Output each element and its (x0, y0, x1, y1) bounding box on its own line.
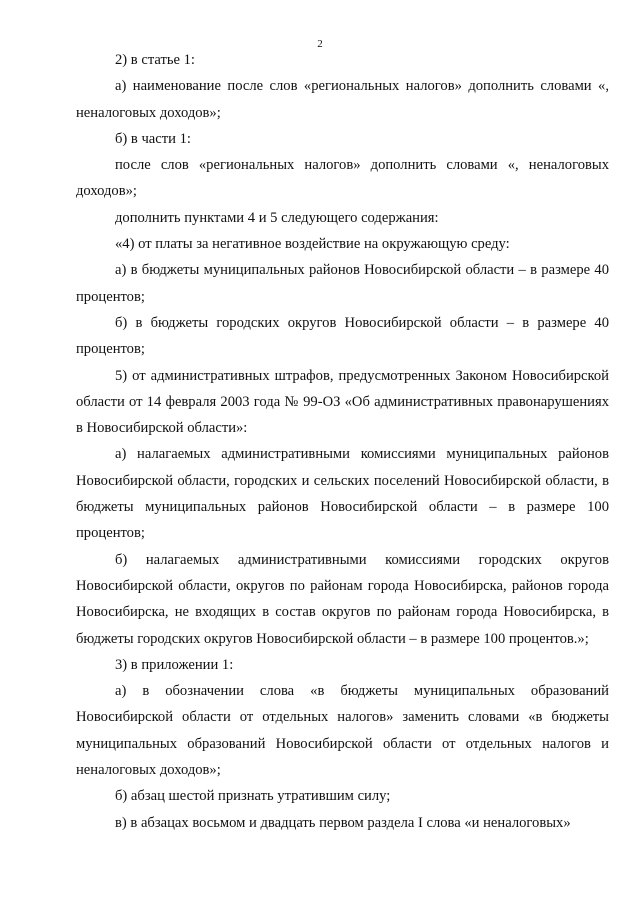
page-number: 2 (317, 38, 323, 50)
paragraph: «4) от платы за негативное воздействие на окружающую среду: (115, 236, 510, 253)
paragraph: а) в обозначении слова «в бюджеты муниципальных образований Новосибирской области от отдельных налогов» заменить словами «в бюджеты муниципальных образований Новосибирской области от отдельных налогов и неналоговых доходов»; (76, 683, 609, 779)
paragraph: б) налагаемых административными комиссиями городских округов Новосибирской области, округов по районам города Новосибирска, районов города Новосибирска, не входящих в состав округов по районам города Новосибирска, в бюджеты городских округов Новосибирской области – в размере 100 процентов.»; (76, 551, 609, 647)
paragraph: а) в бюджеты муниципальных районов Новосибирской области – в размере 40 процентов; (76, 262, 609, 305)
paragraph: а) наименование после слов «региональных налогов» дополнить словами «, неналоговых доходов»; (76, 78, 609, 121)
paragraph: б) в части 1: (115, 130, 191, 147)
paragraph: 2) в статье 1: (115, 52, 195, 68)
paragraph: б) абзац шестой признать утратившим силу; (115, 788, 391, 805)
document-body (76, 47, 609, 836)
paragraph: 5) от административных штрафов, предусмотренных Законом Новосибирской области от 14 февраля 2003 года № 99-ОЗ «Об административных правонарушениях в Новосибирской области»: (76, 367, 609, 437)
paragraph: а) налагаемых административными комиссиями муниципальных районов Новосибирской области, городских и сельских поселений Новосибирской области, в бюджеты муниципальных районов Новосибирской области – в размере 100 процентов; (76, 446, 609, 542)
paragraph: в) в абзацах восьмом и двадцать первом раздела I слова «и неналоговых» (115, 814, 571, 831)
paragraph: после слов «региональных налогов» дополнить словами «, неналоговых доходов»; (76, 157, 609, 200)
paragraph: 3) в приложении 1: (115, 656, 234, 673)
paragraph: дополнить пунктами 4 и 5 следующего содержания: (115, 209, 439, 226)
paragraph: б) в бюджеты городских округов Новосибирской области – в размере 40 процентов; (76, 314, 609, 358)
